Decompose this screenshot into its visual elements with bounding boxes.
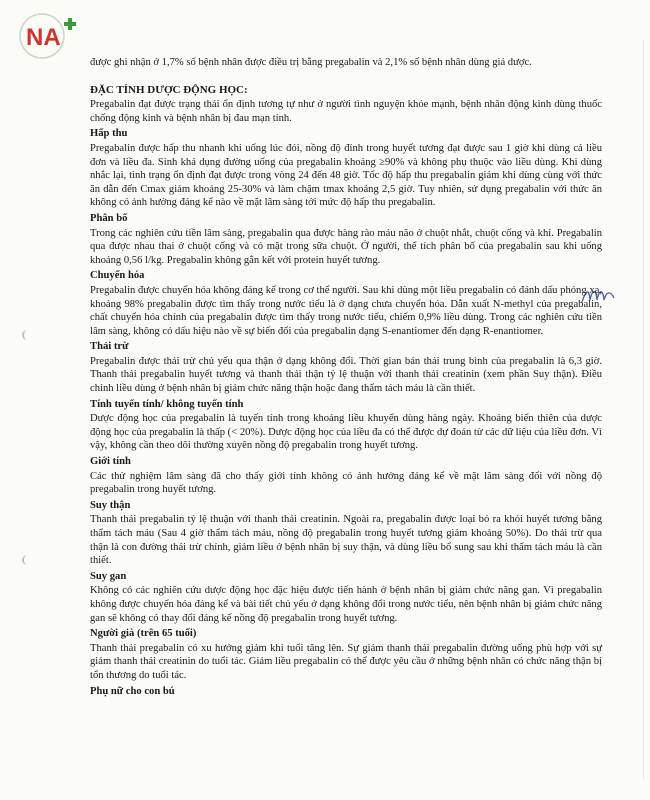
paragraph: Pregabalin được thải trừ chủ yếu qua thận ở dạng không đổi. Thời gian bán thải trung bình của pregabalin là 6,3 giờ. Thanh thải pregabalin huyết tương và thanh thải thận tỷ lệ thuận với thanh thải creatinin (xem phần Suy thận). Điều chỉnh liều dùng ở bệnh nhân bị giảm chức năng thận hoặc đang thẩm tách máu là cần thiết. xyxy=(90,355,602,395)
paragraph: Không có các nghiên cứu dược động học đặc hiệu được tiến hành ở bệnh nhân bị giảm chức năng gan. Vì pregabalin không được chuyển hóa đáng kể và bài tiết chủ yếu ở dạng không đổi trong nước tiểu, nên bệnh nhân bị giảm chức năng gan sẽ không có thay đổi đáng kể nồng độ pregabalin trong huyết tương. xyxy=(90,585,602,624)
paragraph: Các thử nghiệm lâm sàng đã cho thấy giới tính không có ảnh hưởng đáng kể về mặt lâm sàng đối với nồng độ pregabalin trong huyết tương. xyxy=(90,470,602,496)
paragraph: Pregabalin được hấp thu nhanh khi uống lúc đói, nồng độ đỉnh trong huyết tương đạt được sau 1 giờ khi dùng cả liều đơn và liều đa. Sinh khả dụng đường uống của pregabalin khoảng ≥90% và không phụ thuộc vào liều dùng. Khi dùng nhắc lại, tình trạng ổn định đạt được trong vòng 24 đến 48 giờ. Tốc độ hấp thu pregabalin giảm khi dùng cùng với thức ăn dẫn đến Cmax giảm khoảng 25-30% và làm chậm tmax khoảng 2,5 giờ. Tuy nhiên, sử dụng pregabalin với thức ăn không có ảnh hưởng đáng kể nào về mặt lâm sàng tới mức độ hấp thu pregabalin. xyxy=(90,142,602,209)
pharmacy-logo xyxy=(12,8,80,64)
subsection-heading: Người già (trên 65 tuổi) xyxy=(90,628,197,640)
punch-hole-mark xyxy=(22,555,31,565)
subsection-heading: Phụ nữ cho con bú xyxy=(90,685,175,697)
section-heading: ĐẶC TÍNH DƯỢC ĐỘNG HỌC: xyxy=(90,83,248,96)
paragraph: Dược động học của pregabalin là tuyến tính trong khoảng liều khuyến dùng hàng ngày. Khoảng biến thiên của dược động học của pregabalin là thấp (< 20%). Dược động học của liều đa có thể được dự đoán từ các dữ liệu của liều đơn. Vì vậy, không cần theo dõi thường xuyên nồng độ pregabalin trong huyết tương. xyxy=(90,413,602,452)
subsection-heading: Suy gan xyxy=(90,570,127,582)
paragraph: Trong các nghiên cứu tiền lâm sàng, pregabalin qua được hàng rào máu não ở chuột nhắt, chuột cống và khỉ. Pregabalin qua được nhau thai ở chuột cống và có mặt trong sữa chuột. Ở người, thể tích phân bố của pregabalin sau khi uống khoảng 0,56 l/kg. Pregabalin không gắn kết với protein huyết tương. xyxy=(90,227,602,266)
subsection-heading: Hấp thu xyxy=(90,128,128,140)
subsection-heading: Thải trừ xyxy=(90,341,129,353)
subsection-heading: Suy thận xyxy=(90,499,131,511)
paragraph: Pregabalin được chuyển hóa không đáng kể trong cơ thể người. Sau khi dùng một liều pregabalin có đánh dấu phóng xạ, khoảng 98% pregabalin được tìm thấy trong nước tiểu là ở dạng chưa chuyển hóa. Dẫn xuất N-methyl của pregabalin, chất chuyển hóa chính của pregabalin được tìm thấy trong nước tiểu, chiếm 0,9% liều dùng. Trong các nghiên cứu tiền lâm sàng, không có dấu hiệu nào về sự biến đổi của pregabalin dạng S-enantiomer đến dạng R-enantiomer. xyxy=(90,284,602,337)
paragraph: được ghi nhận ở 1,7% số bệnh nhân được điều trị bằng pregabalin và 2,1% số bệnh nhân dùng giả dược. xyxy=(90,57,532,68)
logo-letters: NA xyxy=(26,24,61,51)
document-body xyxy=(90,56,602,699)
punch-hole-mark xyxy=(22,330,31,340)
subsection-heading: Chuyển hóa xyxy=(90,270,145,282)
page-edge xyxy=(643,40,644,780)
subsection-heading: Tính tuyến tính/ không tuyến tính xyxy=(90,398,244,410)
subsection-heading: Phân bố xyxy=(90,212,128,224)
paragraph: Thanh thải pregabalin có xu hướng giảm khi tuổi tăng lên. Sự giảm thanh thải pregabalin đường uống phù hợp với sự giảm thanh thải creatinin do tuổi tác. Giảm liều pregabalin có thể được yêu cầu ở những bệnh nhân có chức năng thận bị tổn thương do tuổi tác. xyxy=(90,642,602,681)
subsection-heading: Giới tính xyxy=(90,456,131,468)
paragraph: Pregabalin đạt được trạng thái ổn định tương tự như ở người tình nguyện khỏe mạnh, bệnh nhân động kinh dùng thuốc chống động kinh và bệnh nhân bị đau mạn tính. xyxy=(90,99,602,124)
paragraph: Thanh thải pregabalin tỷ lệ thuận với thanh thải creatinin. Ngoài ra, pregabalin được loại bỏ ra khỏi huyết tương bằng thẩm tách máu (Sau 4 giờ thẩm tách máu, nồng độ pregabalin trong huyết tương giảm khoảng 50%). Do thải trừ qua thận là con đường thải trừ chính, giảm liều ở bệnh nhân bị suy thận, và dùng liều bổ sung sau khi thẩm tách máu là cần thiết. xyxy=(90,514,602,567)
